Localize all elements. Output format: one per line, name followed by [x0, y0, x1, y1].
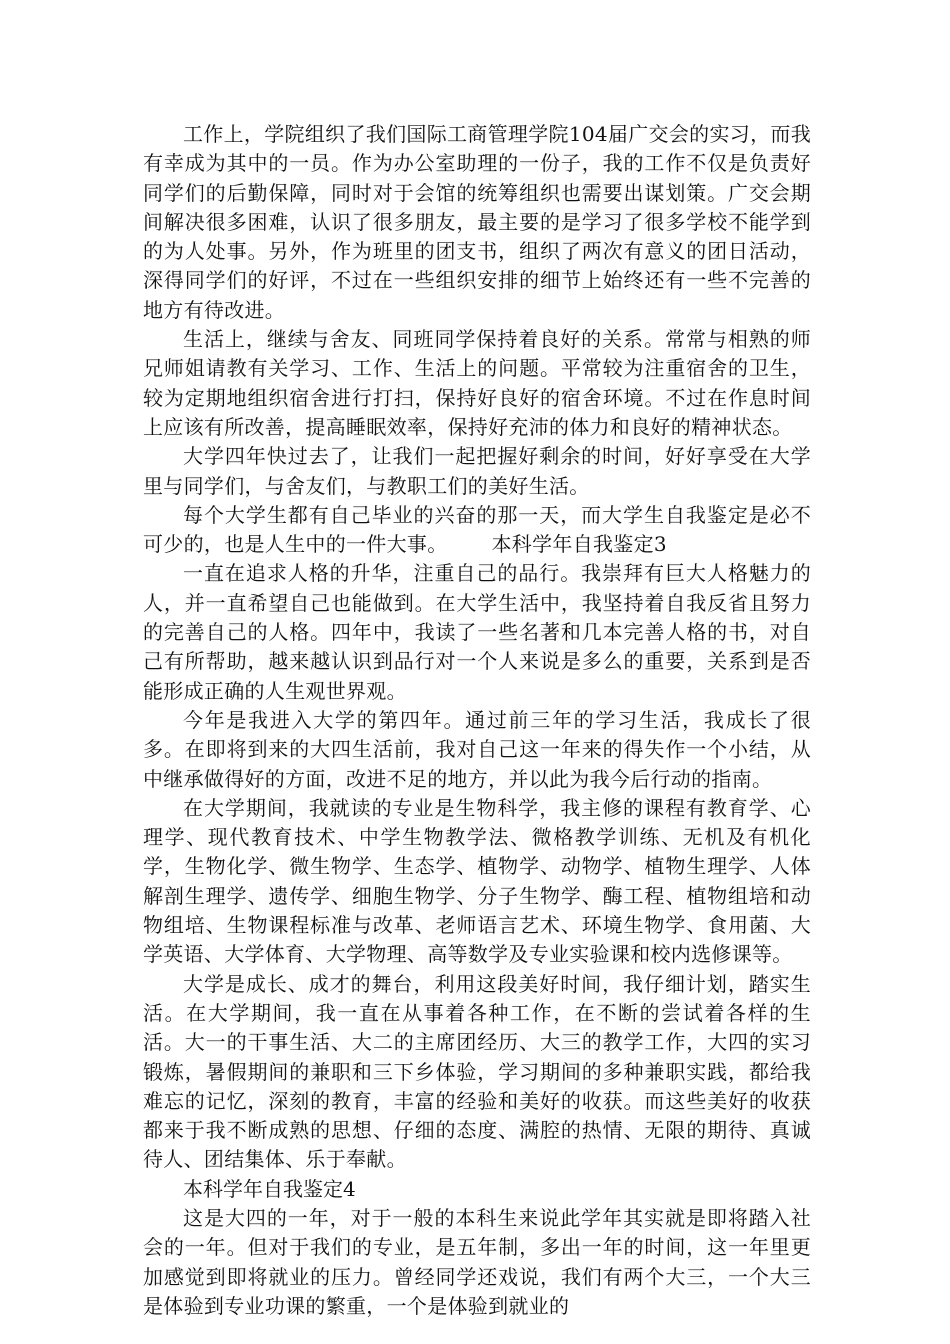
section-heading-4: 本科学年自我鉴定4: [183, 1176, 356, 1201]
section-heading-3: 本科学年自我鉴定3: [491, 532, 667, 557]
paragraph-life: 生活上，继续与舍友、同班同学保持着良好的关系。常常与相熟的师兄师姐请教有关学习、工作、生活上的问题。平常较为注重宿舍的卫生，较为定期地组织宿舍进行打扫，保持好良好的宿舍环境。不过在作息时间上应该有所改善，提高睡眠效率，保持好充沛的体力和良好的精神状态。: [143, 327, 811, 439]
paragraph-character: 一直在追求人格的升华，注重自己的品行。我崇拜有巨大人格魅力的人，并一直希望自己也能做到。在大学生活中，我坚持着自我反省且努力的完善自己的人格。四年中，我读了一些名著和几本完善人格的书，对自己有所帮助，越来越认识到品行对一个人来说是多么的重要，关系到是否能形成正确的人生观世界观。: [143, 561, 811, 703]
document-page: [143, 120, 811, 1321]
paragraph-courses: 在大学期间，我就读的专业是生物科学，我主修的课程有教育学、心理学、现代教育技术、中学生物教学法、微格教学训练、无机及有机化学，生物化学、微生物学、生态学、植物学、动物学、植物生理学、人体解剖生理学、遗传学、细胞生物学、分子生物学、酶工程、植物组培和动物组培、生物课程标准与改革、老师语言艺术、环境生物学、食用菌、大学英语、大学体育、大学物理、高等数学及专业实验课和校内选修课等。: [143, 795, 811, 967]
paragraph-graduation: [143, 501, 811, 560]
paragraph-growth: 大学是成长、成才的舞台，利用这段美好时间，我仔细计划，踏实生活。在大学期间，我一直在从事着各种工作，在不断的尝试着各样的生活。大一的干事生活、大二的主席团经历、大三的教学工作，大四的实习锻炼，暑假期间的兼职和三下乡体验，学习期间的多种兼职实践，都给我难忘的记忆，深刻的教育，丰富的经验和美好的收获。而这些美好的收获都来于我不断成熟的思想、仔细的态度、满腔的热情、无限的期待、真诚待人、团结集体、乐于奉献。: [143, 971, 811, 1172]
paragraph-four-years: 大学四年快过去了，让我们一起把握好剩余的时间，好好享受在大学里与同学们，与舍友们，与教职工们的美好生活。: [143, 444, 811, 498]
paragraph-graduation-text: 每个大学生都有自己毕业的兴奋的那一天，而大学生自我鉴定是必不可少的，也是人生中的一件大事。: [143, 502, 811, 557]
paragraph-senior-year: 这是大四的一年，对于一般的本科生来说此学年其实就是即将踏入社会的一年。但对于我们的专业，是五年制，多出一年的时间，这一年里更加感觉到即将就业的压力。曾经同学还戏说，我们有两个大三，一个大三是体验到专业功课的繁重，一个是体验到就业的: [143, 1205, 811, 1318]
paragraph-work: 工作上，学院组织了我们国际工商管理学院104届广交会的实习，而我有幸成为其中的一员。作为办公室助理的一份子，我的工作不仅是负责好同学们的后勤保障，同时对于会馆的统筹组织也需要出谋划策。广交会期间解决很多困难，认识了很多朋友，最主要的是学习了很多学校不能学到的为人处事。另外，作为班里的团支书，组织了两次有意义的团日活动，深得同学们的好评，不过在一些组织安排的细节上始终还有一些不完善的地方有待改进。: [143, 122, 811, 322]
paragraph-fourth-year: 今年是我进入大学的第四年。通过前三年的学习生活，我成长了很多。在即将到来的大四生活前，我对自己这一年来的得失作一个小结，从中继承做得好的方面，改进不足的地方，并以此为我今后行动的指南。: [143, 707, 811, 791]
